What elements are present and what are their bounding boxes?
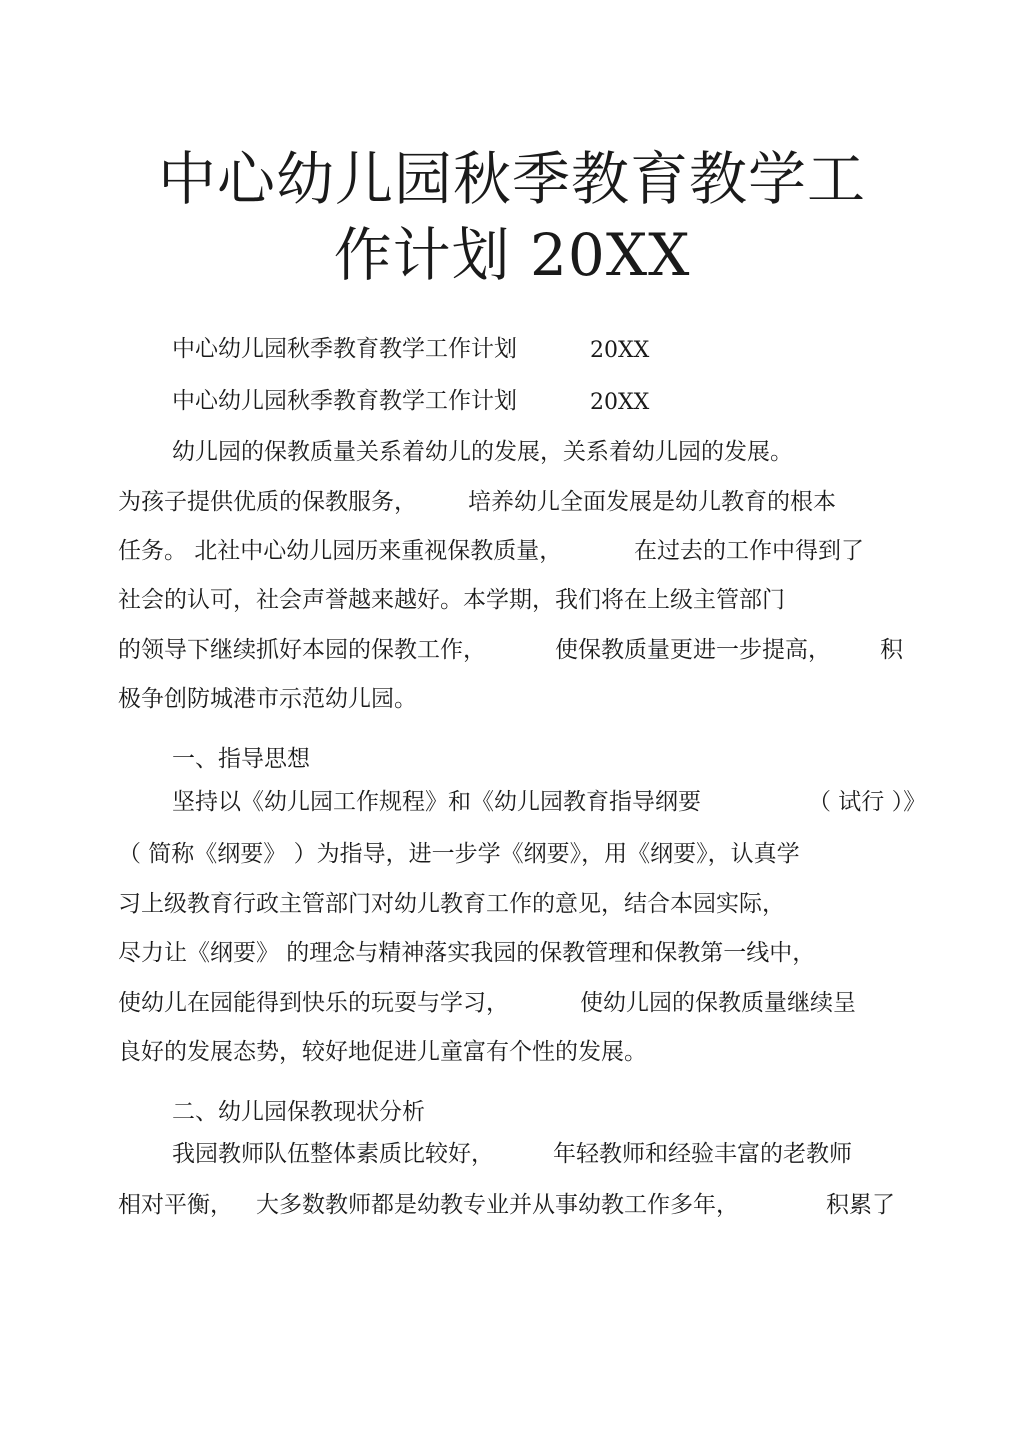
intro-line: 积 <box>880 637 903 663</box>
subtitle-year-1: 20XX <box>590 338 650 363</box>
section-heading-status-analysis: 二、幼儿园保教现状分析 <box>172 1099 425 1125</box>
subtitle-text-1: 中心幼儿园秋季教育教学工作计划 <box>172 336 517 362</box>
section2-line: 我园教师队伍整体素质比较好， <box>172 1141 494 1167</box>
section1-line: 习上级教育行政主管部门对幼儿教育工作的意见，结合本园实际， <box>118 891 785 917</box>
intro-line: 社会的认可，社会声誉越来越好。本学期，我们将在上级主管部门 <box>118 587 785 613</box>
section1-line: 坚持以《幼儿园工作规程》和《幼儿园教育指导纲要 <box>172 789 701 815</box>
intro-line: 使保教质量更进一步提高， <box>555 637 831 663</box>
intro-line: 的领导下继续抓好本园的保教工作， <box>118 637 486 663</box>
section2-line: 相对平衡， <box>118 1192 233 1218</box>
document-title-line-2: 作计划 20XX <box>333 221 691 289</box>
document-title-line-1: 中心幼儿园秋季教育教学工 <box>157 145 866 213</box>
section1-line: （ 试行 ）》 <box>808 789 927 815</box>
intro-line: 为孩子提供优质的保教服务， <box>118 489 417 515</box>
intro-line: 任务。 北社中心幼儿园历来重视保教质量， <box>118 538 563 564</box>
section1-line: （ 简称《纲要》 ）为指导，进一步学《纲要》，用《纲要》，认真学 <box>118 841 800 867</box>
subtitle-year-2: 20XX <box>590 390 650 415</box>
intro-line: 在过去的工作中得到了 <box>634 538 864 564</box>
section-heading-guiding-ideology: 一、指导思想 <box>172 746 310 772</box>
intro-line: 培养幼儿全面发展是幼儿教育的根本 <box>468 489 836 515</box>
section2-line: 积累了 <box>826 1192 895 1218</box>
section1-line: 使幼儿园的保教质量继续呈 <box>580 990 856 1016</box>
section1-line: 尽力让《纲要》 的理念与精神落实我园的保教管理和保教第一线中， <box>118 940 816 966</box>
intro-line: 极争创防城港市示范幼儿园。 <box>118 686 417 712</box>
intro-line: 幼儿园的保教质量关系着幼儿的发展，关系着幼儿园的发展。 <box>172 439 793 465</box>
section1-line: 良好的发展态势，较好地促进儿童富有个性的发展。 <box>118 1039 647 1065</box>
subtitle-text-2: 中心幼儿园秋季教育教学工作计划 <box>172 388 517 414</box>
section1-line: 使幼儿在园能得到快乐的玩耍与学习， <box>118 990 509 1016</box>
section2-line: 大多数教师都是幼教专业并从事幼教工作多年， <box>256 1192 739 1218</box>
section2-line: 年轻教师和经验丰富的老教师 <box>553 1141 852 1167</box>
